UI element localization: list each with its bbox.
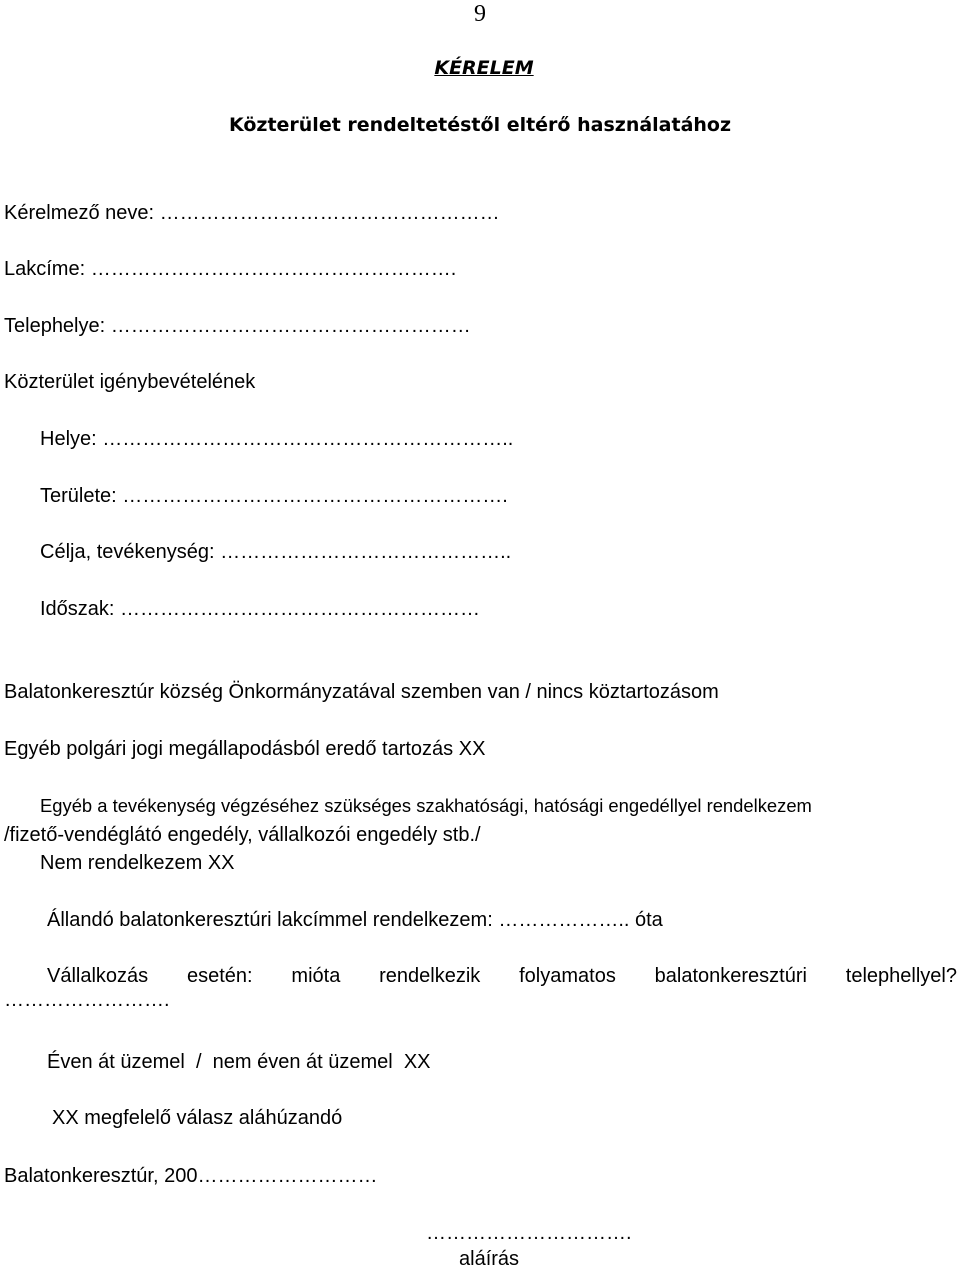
statement-municipal-debt: Balatonkeresztúr község Önkormányzatával szemben van / nincs köztartozásom [4, 681, 719, 703]
place-date-line: Balatonkeresztúr, 200……………………… [4, 1165, 378, 1187]
statement-other-debt: Egyéb polgári jogi megállapodásból eredő tartozás XX [4, 738, 486, 760]
business-word: mióta [291, 965, 341, 987]
statement-business [47, 966, 957, 986]
statement-residence: Állandó balatonkeresztúri lakcímmel rendelkezem: ……………….. óta [47, 909, 663, 931]
field-area: Területe: …………………………………………………. [40, 485, 508, 507]
page-number: 9 [474, 1, 486, 27]
statement-license-line1: Egyéb a tevékenység végzéséhez szükséges szakhatósági, hatósági engedéllyel rendelkezem [40, 795, 812, 816]
statement-license-no: Nem rendelkezem XX [40, 852, 235, 874]
business-word: balatonkeresztúri [654, 965, 807, 987]
field-location: Helye: …………………………………………………….. [40, 428, 514, 450]
document-title: KÉRELEM [434, 57, 534, 79]
field-applicant-name: Kérelmező neve: …………………………………………… [4, 202, 500, 224]
document-subtitle: Közterület rendeltetéstől eltérő használatához [228, 114, 732, 136]
signature-label: aláírás [459, 1248, 520, 1270]
field-premises: Telephelye: ……………………………………………… [4, 315, 471, 337]
field-period: Időszak: ……………………………………………… [40, 598, 481, 620]
statement-year-round: Éven át üzemel / nem éven át üzemel XX [47, 1051, 431, 1073]
business-word: esetén: [186, 965, 253, 987]
statement-license-line2: /fizető-vendéglátó engedély, vállalkozói engedély stb./ [4, 824, 481, 846]
business-word: telephellyel? [845, 965, 957, 987]
business-answer-blank: ……………………. [4, 989, 170, 1011]
business-word: folyamatos [519, 965, 616, 987]
business-word: rendelkezik [379, 965, 481, 987]
usage-heading: Közterület igénybevételének [4, 371, 256, 393]
field-purpose: Célja, tevékenység: …………………………………….. [40, 541, 512, 563]
signature-line: …………………………. [426, 1222, 632, 1244]
underline-note: XX megfelelő válasz aláhúzandó [52, 1107, 343, 1129]
field-address: Lakcíme: ………………………………………………. [4, 258, 457, 280]
business-word: Vállalkozás [47, 965, 149, 987]
